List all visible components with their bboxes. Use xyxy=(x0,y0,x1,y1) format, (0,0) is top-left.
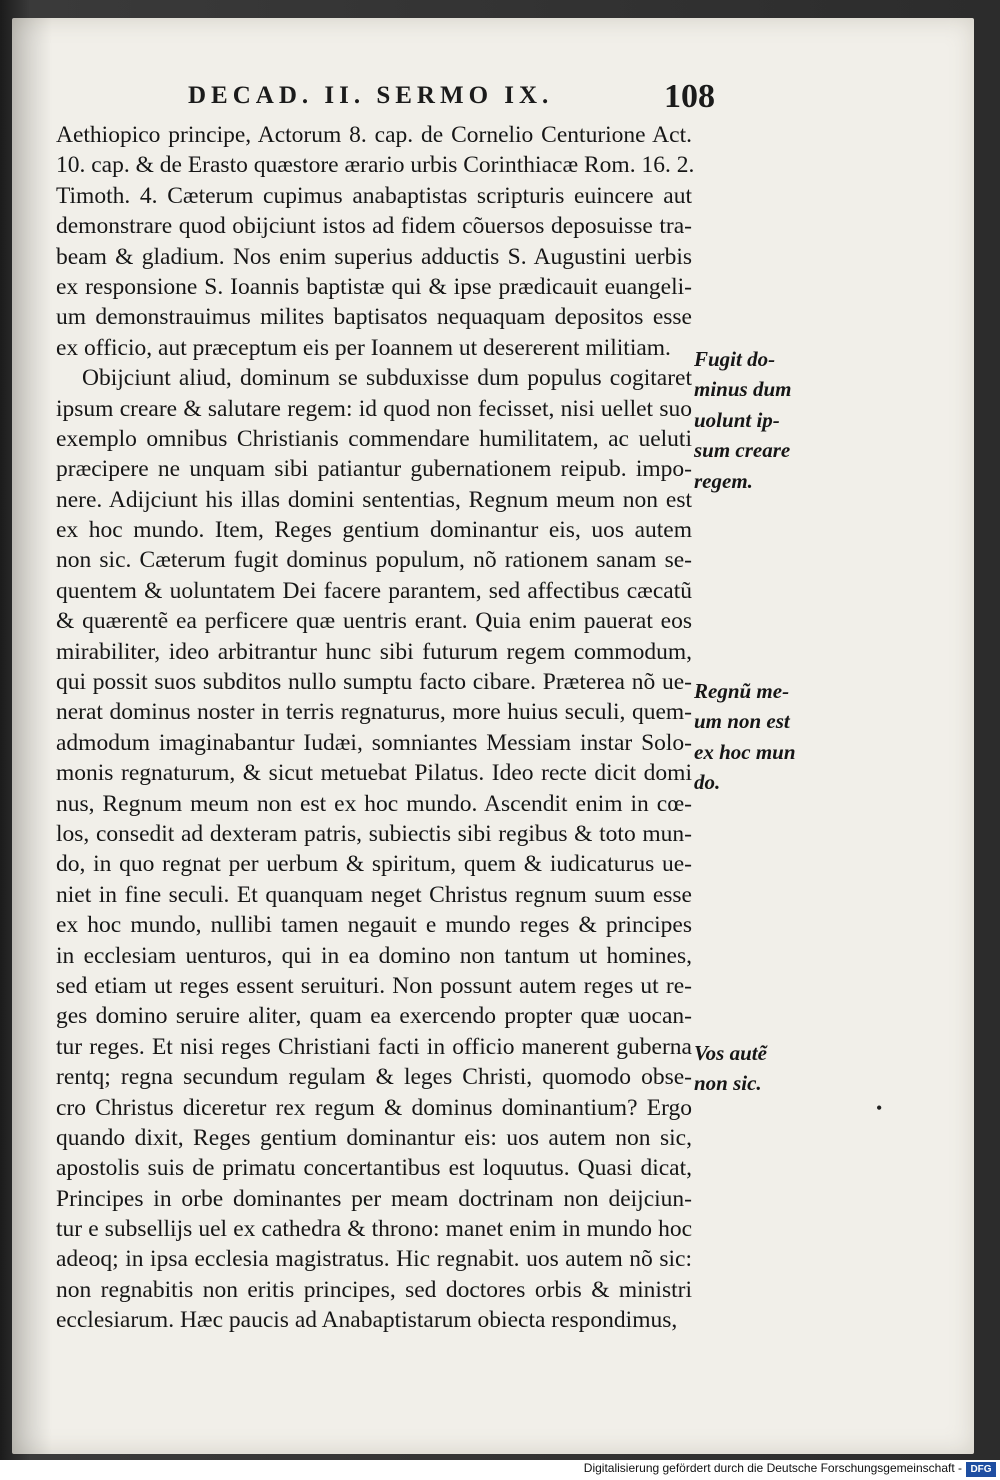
margin-note-2 xyxy=(694,676,814,798)
margin-note-line: ex hoc mun xyxy=(694,739,796,764)
text-line: beam & gladium. Nos enim superius adductis S. Augustini uerbis xyxy=(56,243,692,270)
text-line: Obijciunt aliud, dominum se subduxisse dum populus cogitaret xyxy=(82,365,692,392)
text-line: ex responsione S. Ioannis baptistæ qui & ipse prædicauit euangeli- xyxy=(56,273,692,300)
margin-note-1 xyxy=(694,344,814,496)
text-line: Aethiopico principe, Actorum 8. cap. de Cornelio Centurione Act. xyxy=(56,122,692,148)
text-line: præcipere ne unquam sibi patiantur gubernationem reipub. impo- xyxy=(56,456,692,483)
text-line: ex hoc mundo, nullibi tamen negauit e mundo reges & principes xyxy=(56,912,692,939)
page-header xyxy=(170,78,715,122)
text-line: tur reges. Et nisi reges Christiani facti in officio manerent guberna xyxy=(56,1033,692,1060)
running-head: DECAD. II. SERMO IX. xyxy=(188,82,554,109)
text-line: um demonstrauimus milites baptisatos nequaquam depositos esse xyxy=(56,304,692,331)
text-line: ex hoc mundo. Item, Reges gentium dominantur eis, uos autem xyxy=(56,517,692,544)
margin-note-line: uolunt ip- xyxy=(694,407,780,432)
text-line: tur e subsellijs uel ex cathedra & throno: manet enim in mundo hoc xyxy=(56,1216,692,1243)
text-line: do, in quo regnat per uerbum & spiritum, quem & iudicaturus ue- xyxy=(56,851,692,878)
margin-note-line: Fugit do- xyxy=(694,347,776,371)
margin-note-line: minus dum xyxy=(694,377,792,402)
text-line: nus, Regnum meum non est ex hoc mundo. Ascendit enim in cœ- xyxy=(56,790,692,817)
body-text xyxy=(56,120,695,1336)
text-line: nerat dominus noster in terris regnaturus, more huius seculi, quem- xyxy=(56,699,692,726)
funding-note: Digitalisierung gefördert durch die Deutsche Forschungsgemeinschaft - xyxy=(583,1461,962,1475)
text-line: & quærentẽ ea perficere quæ uentris erant. Quia enim pauerat eos xyxy=(56,608,692,635)
dfg-logo: DFG xyxy=(966,1462,996,1477)
margin-note-line: um non est xyxy=(694,709,790,734)
text-line: mirabiliter, ideo arbitrantur hunc sibi futurum regem commodum, xyxy=(56,638,692,665)
margin-note-line: do. xyxy=(694,770,721,795)
text-line: quentem & uoluntatem Dei facere parantem, sed affectibus cæcatũ xyxy=(56,577,692,604)
text-line: Principes in orbe dominantes per meam doctrinam non deijciun- xyxy=(56,1185,692,1212)
text-line: nere. Adijciunt his illas domini sententias, Regnum meum non est xyxy=(56,486,692,513)
text-line: ipsum creare & salutare regem: id quod non fecisset, nisi uellet suo xyxy=(56,395,692,422)
text-line: Timoth. 4. Cæterum cupimus anabaptistas scripturis euincere aut xyxy=(56,182,692,209)
text-line: non regnabitis non eritis principes, sed doctores orbis & ministri xyxy=(56,1276,692,1303)
ink-spot: • xyxy=(876,1098,883,1118)
margin-note-3 xyxy=(694,1038,814,1099)
margin-note-line: Vos autẽ xyxy=(694,1041,767,1065)
text-line: 10. cap. & de Erasto quæstore ærario urbis Corinthiacæ Rom. 16. 2. xyxy=(56,152,695,179)
text-line: adeoq; in ipsa ecclesia magistratus. Hic regnabit. uos autem nõ sic: xyxy=(56,1246,692,1273)
text-line: niet in fine seculi. Et quanquam neget Christus regnum suum esse xyxy=(56,881,692,908)
text-line: admodum imaginabantur Iudæi, somniantes Messiam instar Solo- xyxy=(56,729,692,756)
margin-note-line: regem. xyxy=(694,468,753,493)
text-line: sed etiam ut reges essent seruituri. Non possunt autem reges ut re- xyxy=(56,972,692,999)
text-line: qui possit suos subditos nullo sumptu facto cibare. Præterea nõ ue- xyxy=(56,669,692,696)
margin-note-line: Regnũ me- xyxy=(694,679,790,703)
margin-note-line: sum creare xyxy=(694,438,791,463)
text-line: ges domino seruire aliter, quam ea exercendo propter quæ uocan- xyxy=(56,1003,692,1030)
text-line: rentq; regna secundum regulam & leges Christi, quomodo obse- xyxy=(56,1064,692,1091)
digitization-footer xyxy=(0,1460,1000,1480)
text-line: apostolis suis de primatu concertantibus est loquutus. Quasi dicat, xyxy=(56,1155,692,1182)
text-line: ecclesiarum. Hæc paucis ad Anabaptistarum obiecta respondimus, xyxy=(56,1307,678,1334)
text-line: cro Christus diceretur rex regum & dominus dominantium? Ergo xyxy=(56,1094,692,1121)
text-line: ex officio, aut præceptum eis per Ioannem ut desererent militiam. xyxy=(56,334,671,361)
text-line: monis regnaturum, & sicut metuebat Pilatus. Ideo recte dicit domi xyxy=(56,760,692,787)
text-line: quando dixit, Reges gentium dominantur eis: uos autem non sic, xyxy=(56,1124,692,1151)
text-line: los, consedit ad dexteram patris, subiectis sibi regibus & toto mun- xyxy=(56,820,692,847)
text-line: in ecclesiam uenturos, qui in ea domino non tantum ut homines, xyxy=(56,942,692,969)
page-number: 108 xyxy=(664,78,715,115)
text-line: exemplo omnibus Christianis commendare humilitatem, ac ueluti xyxy=(56,425,692,452)
text-line: non sic. Cæterum fugit dominus populum, nõ rationem sanam se- xyxy=(56,547,692,574)
margin-note-line: non sic. xyxy=(694,1071,762,1096)
text-line: demonstrare quod obijciunt istos ad fidem cõuersos deposuisse tra- xyxy=(56,213,692,240)
